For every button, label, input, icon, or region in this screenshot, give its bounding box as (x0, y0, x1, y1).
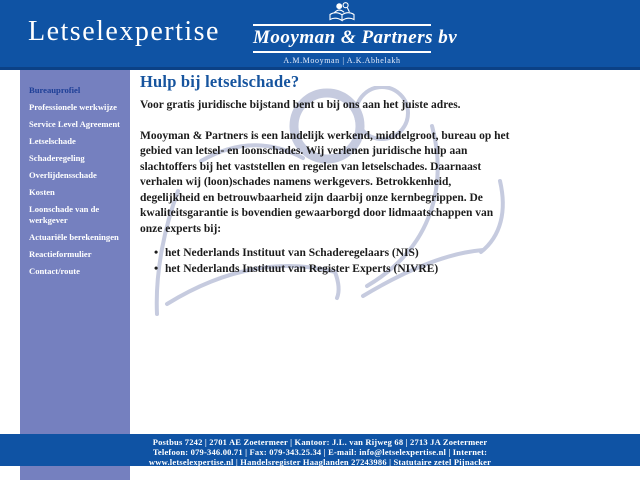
sidebar-item-loonschade-werkgever[interactable]: Loonschade van de werkgever (29, 204, 100, 225)
header-bar (0, 0, 640, 70)
membership-list (140, 246, 512, 277)
sidebar-item-contact-route[interactable]: Contact/route (29, 265, 80, 276)
footer-contact-line: Telefoon: 079-346.00.71 | Fax: 079-343.25.34 | E-mail: info@letselexpertise.nl | Internet: (152, 447, 488, 458)
company-logo (253, 2, 458, 65)
list-item-nis: • het Nederlands Instituut van Schaderegelaars (NIS) (154, 246, 512, 262)
main-content (140, 72, 512, 277)
page-title: Hulp bij letselschade? (140, 72, 300, 91)
sidebar-item-actuariele-berekeningen[interactable]: Actuariële berekeningen (29, 231, 119, 242)
sidebar-item-kosten[interactable]: Kosten (29, 187, 55, 197)
sidebar (20, 70, 130, 480)
logo-company-name: Mooyman & Partners bv (253, 27, 458, 48)
footer-address-line: Postbus 7242 | 2701 AE Zoetermeer | Kantoor: J.L. van Rijweg 68 | 2713 JA Zoetermeer (152, 437, 488, 447)
logo-partner-names: A.M.Mooyman | A.K.Abhelakh (283, 56, 401, 65)
sidebar-item-reactieformulier[interactable]: Reactieformulier (29, 248, 92, 259)
site-title: Letselexpertise (28, 16, 220, 47)
body-paragraph: Mooyman & Partners is een landelijk werkend, middelgroot, bureau op het gebied van letsel- en loonschades. Wij verlenen juridische hulp aan slachtoffers bij het vaststellen en regelen van letselschades. Daarnaast verhalen wij (loon)schades namens werkgevers. Betrokkenheid, degelijkheid en betrouwbaarheid zijn daarbij onze kernbegrippen. De kwaliteitsgarantie is bovendien gewaarborgd door lidmaatschappen van onze experts bij: (140, 129, 510, 235)
sidebar-nav (20, 70, 130, 276)
sidebar-item-professionele-werkwijze[interactable]: Professionele werkwijze (29, 102, 117, 112)
sidebar-item-schaderegeling[interactable]: Schaderegeling (29, 153, 85, 163)
book-people-icon (326, 2, 358, 23)
footer-register-line: www.letselexpertise.nl | Handelsregister Haaglanden 27243986 | Statutaire zetel Pijnacker (148, 457, 492, 468)
footer-bar (0, 434, 640, 466)
sidebar-item-bureauprofiel[interactable]: Bureauprofiel (29, 85, 81, 95)
sidebar-item-service-level-agreement[interactable]: Service Level Agreement (29, 119, 120, 129)
sidebar-item-overlijdensschade[interactable]: Overlijdensschade (29, 170, 97, 180)
logo-bottom-rule (253, 51, 431, 53)
list-item-nivre: • het Nederlands Instituut van Register Experts (NIVRE) (154, 262, 512, 278)
intro-line: Voor gratis juridische bijstand bent u bij ons aan het juiste adres. (140, 99, 461, 111)
sidebar-item-letselschade[interactable]: Letselschade (29, 136, 76, 146)
